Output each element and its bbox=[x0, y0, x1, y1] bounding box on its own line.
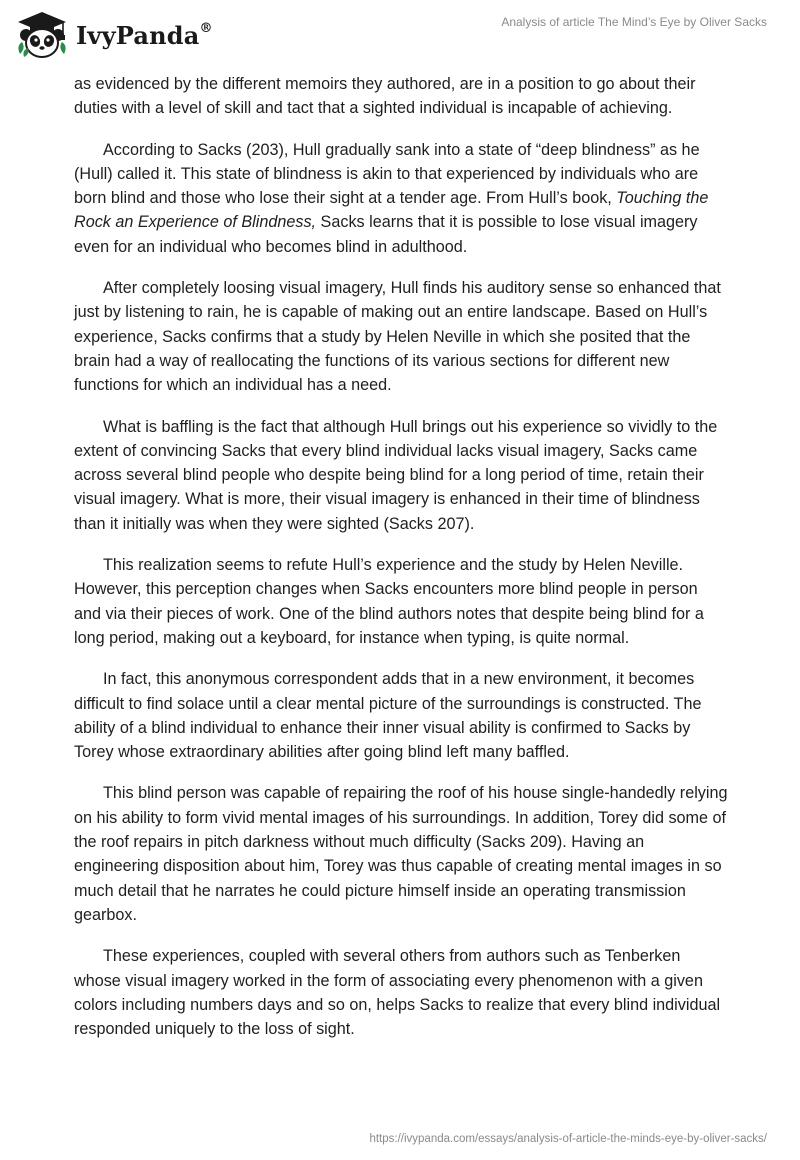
ivypanda-logo[interactable] bbox=[14, 8, 213, 60]
paragraph: This realization seems to refute Hull’s experience and the study by Helen Neville. However, this perception changes when Sacks encounters more blind people in person and via their pieces of work. One of the blind authors notes that despite being blind for a long period, making out a keyboard, for instance when typing, is quite normal. bbox=[74, 556, 704, 647]
panda-graduate-icon bbox=[14, 8, 70, 60]
paragraph: as evidenced by the different memoirs they authored, are in a position to go about their duties with a level of skill and tact that a sighted individual is incapable of achieving. bbox=[74, 75, 696, 118]
page-header bbox=[0, 0, 800, 70]
brand-name: IvyPanda® bbox=[76, 20, 213, 50]
paragraph: According to Sacks (203), Hull gradually sank into a state of “deep blindness” as he (Hull) called it. This state of blindness is akin to that experienced by individuals who are born blind and those who lose their sight at a tender age. From Hull’s book, Touching the Rock an Experience of Blindness, Sacks learns that it is possible to lose visual imagery even for an individual who becomes blind in adulthood. bbox=[74, 140, 709, 256]
essay-body bbox=[74, 72, 728, 1058]
source-url[interactable]: https://ivypanda.com/essays/analysis-of-article-the-minds-eye-by-oliver-sacks/ bbox=[369, 1133, 767, 1145]
paragraph: This blind person was capable of repairing the roof of his house single-handedly relying on his ability to form vivid mental images of his surroundings. In addition, Torey did some of the roof repairs in pitch darkness without much difficulty (Sacks 209). Having an engineering disposition about him, Torey was thus capable of creating mental images in so much detail that he narrates he could picture himself inside an operating transmission gearbox. bbox=[74, 784, 728, 924]
paragraph: In fact, this anonymous correspondent adds that in a new environment, it becomes difficult to find solace until a clear mental picture of the surroundings is constructed. The ability of a blind individual to enhance their inner visual ability is confirmed to Sacks by Torey whose extraordinary abilities after going blind left many baffled. bbox=[74, 670, 702, 762]
paragraph: These experiences, coupled with several others from authors such as Tenberken whose visual imagery worked in the form of associating every phenomenon with a given colors including numbers days and so on, helps Sacks to realize that every blind individual responded uniquely to the loss of sight. bbox=[74, 947, 721, 1039]
document-title: Analysis of article The Mind’s Eye by Oliver Sacks bbox=[501, 15, 767, 29]
paragraph: After completely loosing visual imagery, Hull finds his auditory sense so enhanced that just by listening to rain, he is capable of making out an entire landscape. Based on Hull’s experience, Sacks confirms that a study by Helen Neville in which she posited that the brain had a way of reallocating the functions of its various sections for different new functions for which an individual has a need. bbox=[74, 279, 721, 395]
book-title: Touching the Rock an Experience of Blindness, bbox=[74, 189, 709, 232]
paragraph: What is baffling is the fact that although Hull brings out his experience so vividly to the extent of convincing Sacks that every blind individual lacks visual imagery, Sacks came across several blind people who despite being blind for a long period of time, retain their visual imagery. What is more, their visual imagery is enhanced in their time of blindness than it initially was when they were sighted (Sacks 207). bbox=[74, 417, 718, 533]
